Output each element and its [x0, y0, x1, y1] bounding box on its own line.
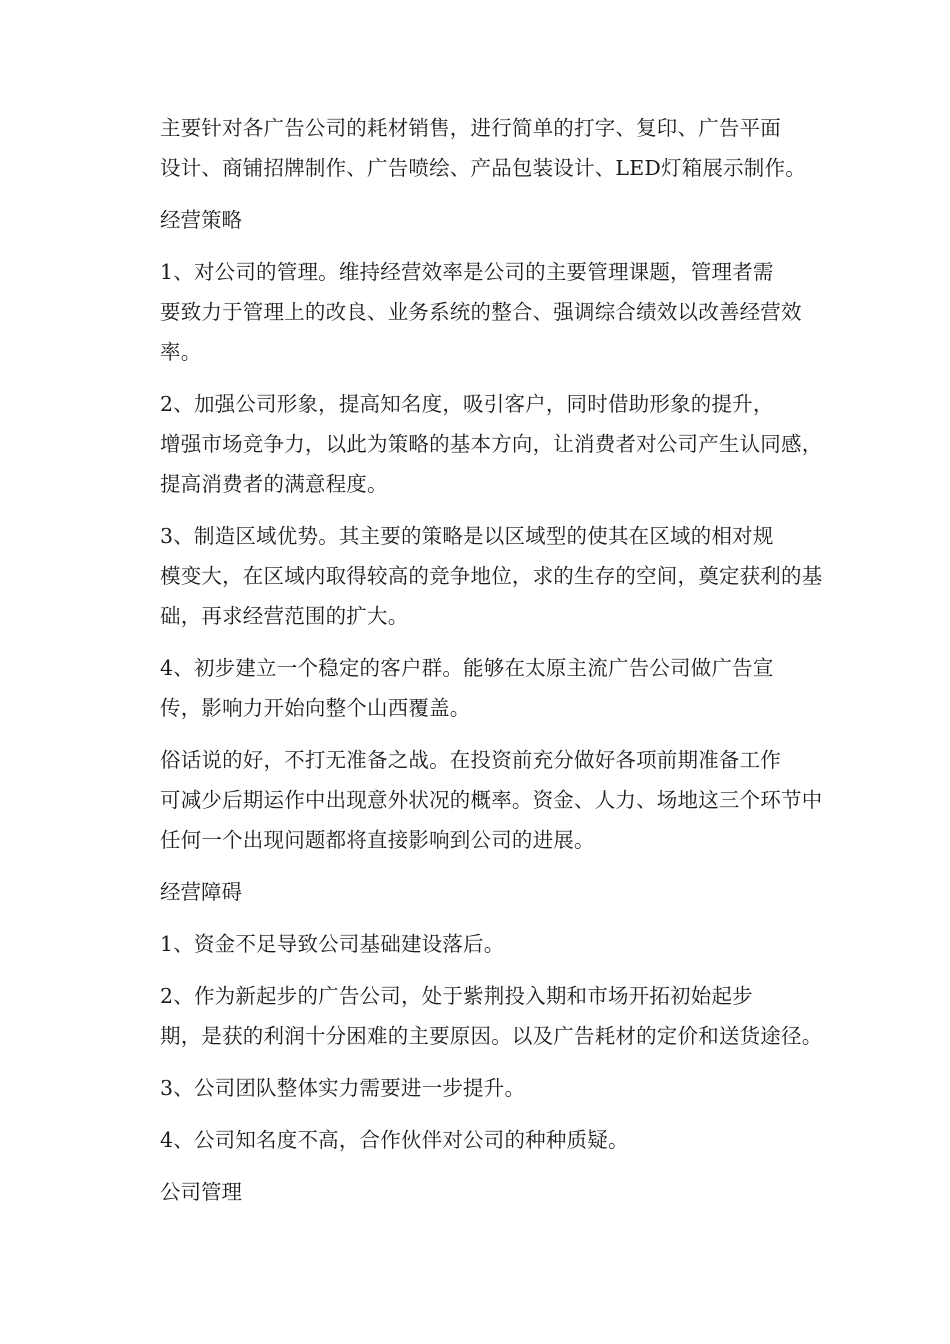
text-line: 3、公司团队整体实力需要进一步提升。	[160, 1076, 526, 1100]
document-body	[116, 108, 836, 1224]
text-line: 4、初步建立一个稳定的客户群。能够在太原主流广告公司做广告宣	[160, 656, 774, 680]
paragraph-strategy-1	[116, 252, 836, 372]
text-line: 1、资金不足导致公司基础建设落后。	[160, 932, 505, 956]
text-line: 要致力于管理上的改良、业务系统的整合、强调综合绩效以改善经营效	[160, 300, 802, 324]
text-line: 传，影响力开始向整个山西覆盖。	[160, 696, 471, 720]
text-line: 1、对公司的管理。维持经营效率是公司的主要管理课题，管理者需	[160, 260, 774, 284]
text-line: 3、制造区域优势。其主要的策略是以区域型的使其在区域的相对规	[160, 524, 774, 548]
paragraph-obstacle-2	[116, 976, 836, 1056]
text-line: 俗话说的好，不打无准备之战。在投资前充分做好各项前期准备工作	[160, 748, 781, 772]
paragraph-strategy-3	[116, 516, 836, 636]
text-line: 主要针对各广告公司的耗材销售，进行简单的打字、复印、广告平面	[160, 116, 781, 140]
text-line: 可减少后期运作中出现意外状况的概率。资金、人力、场地这三个环节中	[160, 788, 823, 812]
text-line: 率。	[160, 340, 202, 364]
paragraph-preparation	[116, 740, 836, 860]
text-line: 础，再求经营范围的扩大。	[160, 604, 409, 628]
paragraph-strategy-2	[116, 384, 836, 504]
heading-company-management: 公司管理	[160, 1180, 242, 1204]
paragraph-obstacle-1	[116, 924, 836, 964]
heading-business-strategy: 经营策略	[160, 208, 242, 232]
paragraph-business-scope	[116, 108, 836, 188]
text-line: 设计、商铺招牌制作、广告喷绘、产品包装设计、LED灯箱展示制作。	[160, 156, 806, 180]
paragraph-obstacle-4	[116, 1120, 836, 1160]
text-line: 2、加强公司形象，提高知名度，吸引客户，同时借助形象的提升，	[160, 392, 774, 416]
text-line: 2、作为新起步的广告公司，处于紫荆投入期和市场开拓初始起步	[160, 984, 753, 1008]
paragraph-obstacle-3	[116, 1068, 836, 1108]
text-line: 增强市场竞争力，以此为策略的基本方向，让消费者对公司产生认同感，	[160, 432, 823, 456]
text-line: 提高消费者的满意程度。	[160, 472, 388, 496]
text-line: 期，是获的利润十分困难的主要原因。以及广告耗材的定价和送货途径。	[160, 1024, 823, 1048]
text-line: 4、公司知名度不高，合作伙伴对公司的种种质疑。	[160, 1128, 629, 1152]
paragraph-strategy-4	[116, 648, 836, 728]
text-line: 模变大，在区域内取得较高的竞争地位，求的生存的空间，奠定获利的基	[160, 564, 823, 588]
heading-business-obstacles: 经营障碍	[160, 880, 242, 904]
text-line: 任何一个出现问题都将直接影响到公司的进展。	[160, 828, 595, 852]
